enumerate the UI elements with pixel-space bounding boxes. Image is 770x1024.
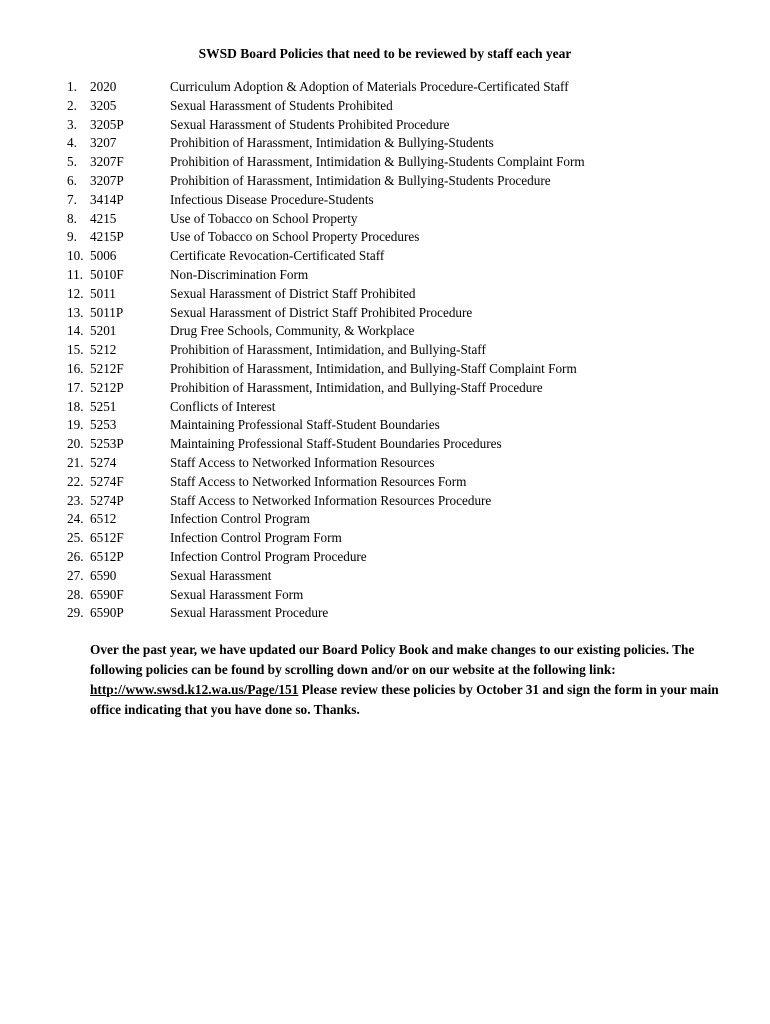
policy-code: 6590 xyxy=(90,567,117,583)
policy-code: 5253 xyxy=(90,417,117,433)
policy-row xyxy=(0,172,770,191)
policy-name: Prohibition of Harassment, Intimidation & Bullying-Students xyxy=(170,135,494,151)
policy-number: 13. xyxy=(67,304,84,320)
policy-code: 5212P xyxy=(90,379,124,395)
policy-name: Sexual Harassment Form xyxy=(170,586,304,602)
policy-number: 7. xyxy=(67,191,77,207)
policy-number: 10. xyxy=(67,248,84,264)
policy-name: Prohibition of Harassment, Intimidation & Bullying-Students Procedure xyxy=(170,172,551,188)
policy-code: 3205 xyxy=(90,97,117,113)
policy-row xyxy=(0,116,770,135)
policy-list xyxy=(0,78,770,623)
policy-code: 3205P xyxy=(90,116,124,132)
policy-name: Staff Access to Networked Information Resources Procedure xyxy=(170,492,492,508)
policy-code: 6512P xyxy=(90,548,124,564)
policy-name: Maintaining Professional Staff-Student Boundaries Procedures xyxy=(170,436,502,452)
policy-code: 6590P xyxy=(90,605,124,621)
policy-number: 2. xyxy=(67,97,77,113)
policy-row xyxy=(0,210,770,229)
policy-name: Sexual Harassment of District Staff Prohibited Procedure xyxy=(170,304,473,320)
policy-row xyxy=(0,492,770,511)
policy-row xyxy=(0,454,770,473)
policy-row xyxy=(0,78,770,97)
policy-row xyxy=(0,360,770,379)
policy-number: 27. xyxy=(67,567,84,583)
policy-code: 5011P xyxy=(90,304,124,320)
policy-code: 5201 xyxy=(90,323,117,339)
review-notice xyxy=(90,640,730,720)
notice-text-after: Please review these policies by October 31 and sign the form in your main office indicating that you have done so. Thanks. xyxy=(90,682,719,717)
policy-number: 8. xyxy=(67,210,77,226)
policy-number: 17. xyxy=(67,379,84,395)
policy-code: 5274 xyxy=(90,454,117,470)
policy-code: 5251 xyxy=(90,398,117,414)
policy-row xyxy=(0,266,770,285)
policy-number: 28. xyxy=(67,586,84,602)
policy-name: Prohibition of Harassment, Intimidation, and Bullying-Staff xyxy=(170,342,486,358)
policy-row xyxy=(0,153,770,172)
policy-code: 5274F xyxy=(90,473,124,489)
policy-code: 6512F xyxy=(90,530,124,546)
policy-number: 26. xyxy=(67,548,84,564)
policy-code: 3207F xyxy=(90,154,124,170)
policy-row xyxy=(0,134,770,153)
policy-name: Non-Discrimination Form xyxy=(170,266,309,282)
policy-row xyxy=(0,416,770,435)
policy-name: Staff Access to Networked Information Resources xyxy=(170,454,435,470)
policy-name: Infection Control Program Procedure xyxy=(170,548,367,564)
policy-code: 5212 xyxy=(90,342,117,358)
policy-name: Certificate Revocation-Certificated Staff xyxy=(170,248,385,264)
policy-row xyxy=(0,548,770,567)
policy-name: Sexual Harassment of District Staff Prohibited xyxy=(170,285,416,301)
policy-row xyxy=(0,247,770,266)
policy-number: 3. xyxy=(67,116,77,132)
policy-row xyxy=(0,398,770,417)
policy-number: 12. xyxy=(67,285,84,301)
policy-website-link[interactable]: http://www.swsd.k12.wa.us/Page/151 xyxy=(90,682,299,697)
policy-code: 5253P xyxy=(90,436,124,452)
notice-text-before: Over the past year, we have updated our Board Policy Book and make changes to our existing policies. The following policies can be found by scrolling down and/or on our website at the following link: xyxy=(90,642,695,677)
policy-row xyxy=(0,97,770,116)
policy-row xyxy=(0,285,770,304)
policy-code: 3414P xyxy=(90,191,124,207)
policy-row xyxy=(0,473,770,492)
policy-code: 6512 xyxy=(90,511,117,527)
policy-name: Sexual Harassment of Students Prohibited Procedure xyxy=(170,116,450,132)
page-title: SWSD Board Policies that need to be reviewed by staff each year xyxy=(198,46,572,61)
policy-number: 14. xyxy=(67,323,84,339)
policy-code: 5212F xyxy=(90,360,124,376)
policy-name: Sexual Harassment Procedure xyxy=(170,605,329,621)
policy-number: 1. xyxy=(67,79,77,94)
policy-code: 3207P xyxy=(90,172,124,188)
policy-number: 9. xyxy=(67,229,77,245)
policy-name: Infection Control Program xyxy=(170,511,310,527)
policy-code: 4215 xyxy=(90,210,117,226)
policy-number: 20. xyxy=(67,436,84,452)
policy-number: 5. xyxy=(67,154,77,170)
policy-row xyxy=(0,228,770,247)
policy-row xyxy=(0,304,770,323)
policy-number: 22. xyxy=(67,473,84,489)
policy-name: Drug Free Schools, Community, & Workplace xyxy=(170,323,415,339)
policy-number: 25. xyxy=(67,530,84,546)
policy-row xyxy=(0,379,770,398)
policy-number: 24. xyxy=(67,511,84,527)
policy-number: 16. xyxy=(67,360,84,376)
policy-row xyxy=(0,435,770,454)
policy-name: Prohibition of Harassment, Intimidation, and Bullying-Staff Complaint Form xyxy=(170,360,577,376)
policy-code: 5274P xyxy=(90,492,124,508)
policy-code: 6590F xyxy=(90,586,124,602)
policy-code: 4215P xyxy=(90,229,124,245)
policy-number: 18. xyxy=(67,398,84,414)
policy-row xyxy=(0,567,770,586)
policy-name: Infection Control Program Form xyxy=(170,530,342,546)
policy-number: 6. xyxy=(67,172,77,188)
policy-name: Sexual Harassment of Students Prohibited xyxy=(170,97,393,113)
policy-code: 2020 xyxy=(90,79,117,94)
policy-name: Conflicts of Interest xyxy=(170,398,276,414)
policy-number: 15. xyxy=(67,342,84,358)
policy-name: Use of Tobacco on School Property Procedures xyxy=(170,229,420,245)
policy-name: Staff Access to Networked Information Resources Form xyxy=(170,473,467,489)
policy-row xyxy=(0,191,770,210)
policy-code: 5011 xyxy=(90,285,116,301)
policy-name: Infectious Disease Procedure-Students xyxy=(170,191,374,207)
policy-number: 21. xyxy=(67,454,84,470)
policy-name: Maintaining Professional Staff-Student Boundaries xyxy=(170,417,440,433)
policy-row xyxy=(0,529,770,548)
policy-code: 5010F xyxy=(90,266,124,282)
policy-name: Sexual Harassment xyxy=(170,567,272,583)
policy-row xyxy=(0,586,770,605)
policy-code: 5006 xyxy=(90,248,117,264)
policy-number: 11. xyxy=(67,266,83,282)
policy-number: 23. xyxy=(67,492,84,508)
policy-name: Curriculum Adoption & Adoption of Materials Procedure-Certificated Staff xyxy=(170,79,569,94)
policy-number: 19. xyxy=(67,417,84,433)
policy-row xyxy=(0,341,770,360)
policy-name: Prohibition of Harassment, Intimidation & Bullying-Students Complaint Form xyxy=(170,154,585,170)
policy-name: Use of Tobacco on School Property xyxy=(170,210,358,226)
policy-row xyxy=(0,510,770,529)
policy-name: Prohibition of Harassment, Intimidation, and Bullying-Staff Procedure xyxy=(170,379,543,395)
policy-code: 3207 xyxy=(90,135,117,151)
policy-row xyxy=(0,604,770,623)
policy-row xyxy=(0,322,770,341)
policy-number: 4. xyxy=(67,135,77,151)
policy-number: 29. xyxy=(67,605,84,621)
